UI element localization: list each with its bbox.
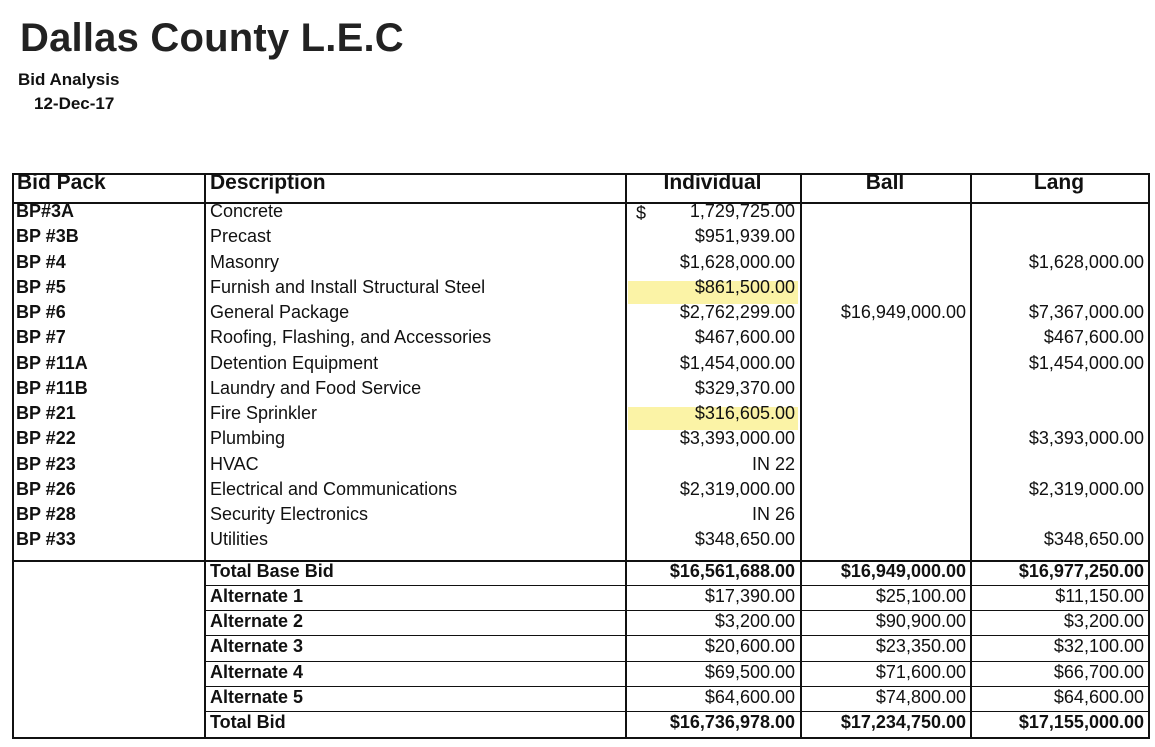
summary-label: Alternate 2 xyxy=(210,611,304,632)
individual-cell: IN 26 xyxy=(751,504,795,524)
description-cell: Plumbing xyxy=(210,428,286,449)
description-cell: Masonry xyxy=(210,251,280,272)
summary-ball-cell: $23,350.00 xyxy=(875,636,966,657)
bid-pack-cell: BP #4 xyxy=(16,251,66,272)
document-date: 12-Dec-17 xyxy=(34,94,115,113)
description-cell: Concrete xyxy=(210,201,284,221)
summary-ball-cell: $16,949,000.00 xyxy=(840,560,966,581)
description-cell: Fire Sprinkler xyxy=(210,403,318,423)
lang-cell: $1,628,000.00 xyxy=(1028,251,1144,272)
ball-cell: $16,949,000.00 xyxy=(840,302,966,322)
description-cell: Laundry and Food Service xyxy=(210,377,422,398)
individual-cell: $316,605.00 xyxy=(694,403,795,423)
summary-individual-cell: $20,600.00 xyxy=(704,636,795,657)
bid-pack-cell: BP #3B xyxy=(16,226,79,247)
summary-ball-cell: $17,234,750.00 xyxy=(840,712,966,733)
summary-label: Total Base Bid xyxy=(210,560,334,581)
column-rule-left xyxy=(12,173,14,739)
bid-pack-cell: BP #5 xyxy=(16,276,66,297)
bid-pack-cell: BP #26 xyxy=(16,478,76,499)
summary-individual-cell: $64,600.00 xyxy=(704,687,795,707)
summary-ball-cell: $71,600.00 xyxy=(875,661,966,682)
summary-row-divider xyxy=(204,686,1148,687)
lang-cell: $467,600.00 xyxy=(1043,327,1144,348)
header-bottom-border xyxy=(12,202,1150,204)
summary-row-divider xyxy=(204,585,1148,586)
column-rule-c4 xyxy=(970,173,972,739)
bid-pack-cell: BP #22 xyxy=(16,428,76,449)
summary-lang-cell: $32,100.00 xyxy=(1053,636,1144,657)
document-title: Dallas County L.E.C xyxy=(20,16,404,60)
individual-cell: $1,454,000.00 xyxy=(679,352,795,373)
description-cell: Security Electronics xyxy=(210,504,369,524)
summary-individual-cell: $69,500.00 xyxy=(704,661,795,682)
summary-top-border xyxy=(12,560,1150,562)
description-cell: HVAC xyxy=(210,453,259,474)
column-header: Ball xyxy=(865,171,905,194)
description-cell: Detention Equipment xyxy=(210,352,379,373)
individual-cell: $2,319,000.00 xyxy=(679,478,795,499)
summary-ball-cell: $25,100.00 xyxy=(875,585,966,606)
summary-ball-cell: $74,800.00 xyxy=(875,687,966,707)
summary-individual-cell: $16,561,688.00 xyxy=(669,560,795,581)
lang-cell: $2,319,000.00 xyxy=(1028,478,1144,499)
bid-pack-cell: BP #11A xyxy=(16,352,88,373)
individual-cell: $3,393,000.00 xyxy=(679,428,795,449)
description-cell: Roofing, Flashing, and Accessories xyxy=(210,327,492,348)
document-subtitle: Bid Analysis xyxy=(18,70,120,89)
summary-individual-cell: $17,390.00 xyxy=(704,585,795,606)
summary-lang-cell: $66,700.00 xyxy=(1053,661,1144,682)
column-rule-c1 xyxy=(204,173,206,739)
summary-lang-cell: $64,600.00 xyxy=(1053,687,1144,707)
lang-cell: $3,393,000.00 xyxy=(1028,428,1144,449)
summary-ball-cell: $90,900.00 xyxy=(875,611,966,632)
column-header: Individual xyxy=(663,171,762,194)
summary-lang-cell: $17,155,000.00 xyxy=(1018,712,1144,733)
summary-label: Alternate 4 xyxy=(210,661,304,682)
bid-pack-cell: BP #28 xyxy=(16,504,76,524)
individual-cell: $2,762,299.00 xyxy=(679,302,795,322)
individual-cell: $467,600.00 xyxy=(694,327,795,348)
bid-pack-cell: BP #11B xyxy=(16,377,88,398)
column-header: Description xyxy=(210,171,326,194)
bid-pack-cell: BP #21 xyxy=(16,403,76,423)
individual-cell: $951,939.00 xyxy=(694,226,795,247)
table-bottom-border xyxy=(12,737,1150,739)
individual-cell: $348,650.00 xyxy=(694,529,795,550)
bid-pack-cell: BP #23 xyxy=(16,453,76,474)
summary-label: Total Bid xyxy=(210,712,286,733)
summary-row-divider xyxy=(204,610,1148,611)
summary-label: Alternate 3 xyxy=(210,636,304,657)
currency-symbol: $ xyxy=(636,203,647,223)
individual-cell: IN 22 xyxy=(751,453,795,474)
description-cell: General Package xyxy=(210,302,350,322)
summary-lang-cell: $11,150.00 xyxy=(1055,585,1144,606)
description-cell: Utilities xyxy=(210,529,269,550)
bid-pack-cell: BP#3A xyxy=(16,201,75,221)
summary-label: Alternate 1 xyxy=(210,585,304,606)
lang-cell: $7,367,000.00 xyxy=(1028,302,1144,322)
bid-pack-cell: BP #33 xyxy=(16,529,76,550)
summary-row-divider xyxy=(204,635,1148,636)
summary-lang-cell: $16,977,250.00 xyxy=(1018,560,1144,581)
description-cell: Precast xyxy=(210,226,272,247)
bid-pack-cell: BP #7 xyxy=(16,327,66,348)
description-cell: Furnish and Install Structural Steel xyxy=(210,276,486,297)
summary-label: Alternate 5 xyxy=(210,687,304,707)
summary-lang-cell: $3,200.00 xyxy=(1063,611,1144,632)
summary-row-divider xyxy=(204,661,1148,662)
lang-cell: $348,650.00 xyxy=(1043,529,1144,550)
column-header: Lang xyxy=(1033,171,1085,194)
individual-cell: 1,729,725.00 xyxy=(689,201,795,221)
summary-individual-cell: $16,736,978.00 xyxy=(669,712,795,733)
individual-cell: $329,370.00 xyxy=(694,377,795,398)
individual-cell: $861,500.00 xyxy=(694,276,795,297)
individual-cell: $1,628,000.00 xyxy=(679,251,795,272)
column-rule-c3 xyxy=(800,173,802,739)
column-rule-c2 xyxy=(625,173,627,739)
summary-individual-cell: $3,200.00 xyxy=(714,611,795,632)
bid-pack-cell: BP #6 xyxy=(16,302,66,322)
column-header: Bid Pack xyxy=(17,171,106,194)
lang-cell: $1,454,000.00 xyxy=(1028,352,1144,373)
description-cell: Electrical and Communications xyxy=(210,478,458,499)
column-rule-right xyxy=(1148,173,1150,739)
